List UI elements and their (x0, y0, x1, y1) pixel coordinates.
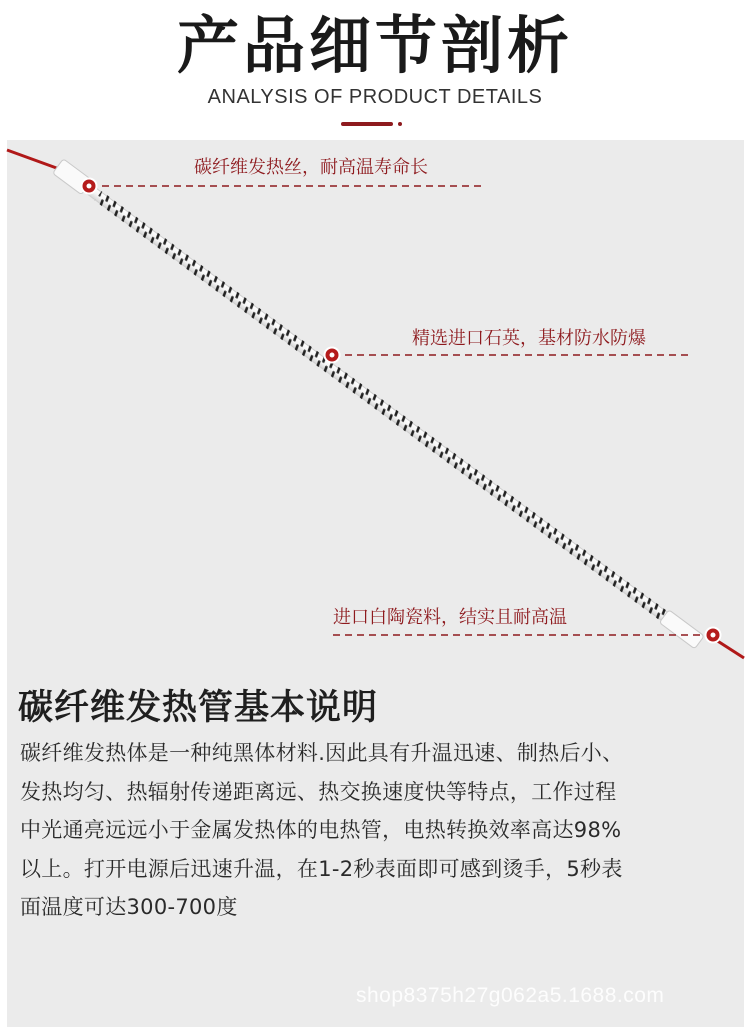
lead-wire-right (716, 640, 744, 658)
shop-watermark: shop8375h27g062a5.1688.com (356, 984, 665, 1007)
callout-text-heating-wire: 碳纤维发热丝，耐高温寿命长 (194, 157, 428, 178)
description-line: 以上。打开电源后迅速升温，在1-2秒表面即可感到烫手，5秒表 (20, 856, 623, 881)
quartz-tube (53, 159, 705, 650)
section-title: 碳纤维发热管基本说明 (18, 688, 379, 728)
callout-marker-3 (706, 628, 721, 643)
description-line: 发热均匀、热辐射传递距离远、热交换速度快等特点，工作过程 (20, 779, 617, 804)
description-line: 面温度可达300-700度 (20, 895, 238, 919)
page-subtitle: ANALYSIS OF PRODUCT DETAILS (207, 86, 543, 108)
callout-marker-2 (325, 348, 340, 363)
page-title: 产品细节剖析 (176, 9, 573, 82)
description-line: 中光通亮远远小于金属发热体的电热管，电热转换效率高达98% (20, 818, 622, 842)
ceramic-cap-right (659, 610, 704, 649)
description-paragraph (20, 734, 720, 927)
callout-text-quartz: 精选进口石英，基材防水防爆 (412, 328, 646, 349)
lead-wire-left (7, 150, 62, 170)
description-line: 碳纤维发热体是一种纯黑体材料.因此具有升温迅速、制热后小、 (20, 741, 624, 765)
callout-marker-1 (82, 179, 97, 194)
callout-text-ceramic: 进口白陶瓷料，结实且耐高温 (333, 607, 567, 628)
